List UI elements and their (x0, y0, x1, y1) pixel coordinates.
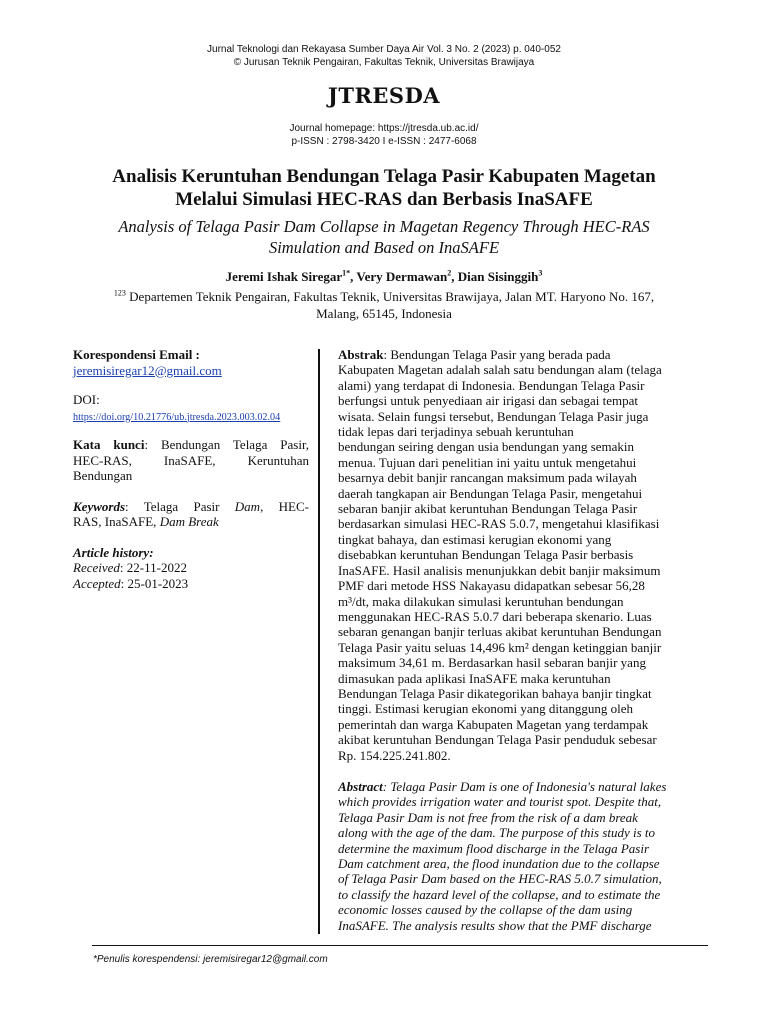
accepted-date: : 25-01-2023 (120, 575, 189, 591)
abstract-line: menggunakan HEC-RAS 5.0.7 dari beberapa skenario. Luas (338, 608, 652, 624)
kata-kunci-text: Bendungan (73, 468, 133, 483)
abstract-line: sebaran genangan banjir terluas akibat keruntuhan Bendungan (338, 624, 662, 640)
abstract-line: berdasarkan simulasi HEC-RAS 5.0.7, mengetahui klasifikasi (338, 516, 660, 532)
affiliation-sup: 123 (113, 288, 126, 298)
abstract-line: tinggi. Estimasi kerugian ekonomi yang ditanggung oleh (338, 701, 633, 717)
abstract-line: which provides irrigation water and tourist spot. Despite that, (338, 794, 662, 810)
correspondence-label: Korespondensi Email : (73, 347, 200, 362)
abstract-line: PMF dari metode HSS Nakayasu didapatkan sebesar 56,28 (338, 578, 645, 594)
abstract-line: alami) yang terdapat di Indonesia. Bendungan Telaga Pasir (338, 377, 645, 393)
kata-kunci-text: : Bendungan Telaga Pasir, (144, 437, 310, 452)
keywords-text: Dam Break (159, 514, 219, 529)
correspondence-email-link[interactable]: jeremisiregar12@gmail.com (73, 362, 222, 378)
abstract-line: pemerintah dan warga Kabupaten Magetan yang terdampak (338, 716, 649, 732)
corresponding-author-footnote: *Penulis korespendensi: jeremisiregar12@gmail.com (93, 954, 328, 965)
keywords-text: RAS, InaSAFE, (73, 514, 160, 529)
paper-subtitle (40, 216, 728, 258)
abstract-line: menua. Tujuan dari penelitian ini yaitu untuk mengetahui (338, 454, 637, 470)
abstract-english-block (338, 779, 680, 933)
author-sup: 1* (342, 268, 351, 278)
issn-line: p-ISSN : 2798-3420 I e-ISSN : 2477-6068 (291, 136, 477, 147)
abstract-line: Telaga Pasir yaitu seluas 14,496 km² dengan ketinggian banjir (338, 639, 662, 655)
affiliation (70, 288, 698, 322)
author-list (40, 269, 728, 285)
abstract-line: Telaga Pasir Dam is not free from the risk of a dam break (338, 809, 638, 825)
author-name: Very Dermawan (356, 269, 448, 284)
journal-homepage[interactable]: Journal homepage: https://jtresda.ub.ac.id/ (289, 123, 479, 134)
paper-title (40, 165, 728, 211)
abstract-line: m³/dt, maka dilakukan simulasi keruntuhan bendungan (338, 593, 624, 609)
kata-kunci-label: Kata kunci (73, 437, 145, 452)
abstract-label: Abstract (338, 779, 383, 794)
article-history-label: Article history: (73, 544, 154, 560)
keywords-text: : Telaga Pasir (125, 498, 235, 514)
author-name: Jeremi Ishak Siregar (225, 269, 343, 284)
abstract-line: Abstract: Telaga Pasir Dam is one of Indonesia's natural lakes (338, 779, 667, 794)
affiliation-line: Departemen Teknik Pengairan, Fakultas Teknik, Universitas Brawijaya, Jalan MT. Haryono No. 167, (125, 289, 655, 304)
author-name: Dian Sisinggih (457, 269, 539, 284)
abstract-line: Bendungan Telaga Pasir dikategorikan bahaya banjir tingkat (338, 685, 652, 701)
doi-label: DOI: (73, 392, 100, 407)
journal-logo: JTRESDA (327, 83, 441, 108)
author-separator: , (451, 269, 458, 284)
author-separator: , (350, 269, 357, 284)
paper-subtitle-line: Simulation and Based on InaSAFE (268, 238, 500, 257)
abstract-line: berfungsi untuk penyediaan air irigasi dan sebagai tempat (338, 393, 638, 409)
column-divider (318, 349, 320, 934)
paper-title-line: Melalui Simulasi HEC-RAS dan Berbasis InaSAFE (175, 189, 593, 210)
affiliation-line: Malang, 65145, Indonesia (316, 306, 452, 321)
abstract-line: Abstrak: Bendungan Telaga Pasir yang berada pada (338, 347, 611, 362)
keywords-text: , HEC- (260, 498, 309, 514)
abstract-line: sebaran banjir akibat keruntuhan Bendungan Telaga Pasir (338, 501, 638, 517)
abstract-line: along with the age of the dam. The purpose of this study is to (338, 825, 656, 841)
abstract-line: maksimum 34,61 m. Berdasarkan hasil sebaran banjir yang (338, 655, 646, 671)
keywords-text: Dam (234, 498, 261, 514)
abstract-line: tidak lepas dari terjadinya sebuah keruntuhan (338, 424, 574, 440)
journal-info-line: Jurnal Teknologi dan Rekayasa Sumber Daya Air Vol. 3 No. 2 (2023) p. 040-052 (207, 44, 561, 55)
abstract-label: Abstrak (338, 347, 384, 362)
abstract-line: of Telaga Pasir Dam based on the HEC-RAS 5.0.7 simulation, (338, 871, 662, 887)
footnote-rule (92, 945, 708, 946)
abstract-line: Rp. 154.225.241.802. (338, 747, 451, 763)
abstract-line: determine the maximum flood discharge in the Telaga Pasir (338, 840, 650, 856)
abstract-line: bendungan seiring dengan usia bendungan yang semakin (338, 439, 635, 455)
abstract-line: InaSAFE. The analysis results show that the PMF discharge (338, 917, 652, 933)
copyright-line: © Jurusan Teknik Pengairan, Fakultas Teknik, Universitas Brawijaya (233, 57, 535, 68)
accepted-label: Accepted (73, 575, 121, 591)
abstract-line: akibat keruntuhan Bendungan Telaga Pasir penduduk sebesar (338, 732, 657, 748)
paper-subtitle-line: Analysis of Telaga Pasir Dam Collapse in Magetan Regency Through HEC-RAS (118, 217, 650, 236)
abstract-line: wisata. Selain fungsi tersebut, Bendungan Telaga Pasir juga (338, 408, 649, 424)
received-label: Received (73, 560, 120, 575)
abstract-line: daerah tangkapan air Bendungan Telaga Pasir, mengetahui (338, 485, 643, 501)
abstract-line: dimasukan pada aplikasi InaSAFE maka keruntuhan (338, 670, 611, 686)
abstract-line: to classify the hazard level of the collapse, and to estimate the (338, 886, 661, 902)
keywords-label: Keywords (73, 498, 125, 514)
author-sup: 2 (447, 268, 452, 278)
abstrak-block (338, 347, 680, 763)
abstract-line: tingkat bahaya, dan estimasi kerugian ekonomi yang (338, 531, 612, 547)
abstract-line: disebabkan keruntuhan Bendungan Telaga Pasir berbasis (338, 547, 634, 563)
abstract-line: economic losses caused by the collapse of the dam using (338, 902, 633, 918)
abstract-line: InaSAFE. Hasil analisis menunjukkan debit banjir maksimum (338, 562, 661, 578)
article-sidebar (73, 347, 309, 591)
received-date: : 22-11-2022 (119, 560, 187, 575)
paper-title-line: Analisis Keruntuhan Bendungan Telaga Pasir Kabupaten Magetan (112, 166, 656, 187)
abstract-line: Kabupaten Magetan adalah salah satu bendungan alam (telaga (338, 362, 662, 378)
doi-link[interactable]: https://doi.org/10.21776/ub.jtresda.2023.003.02.04 (73, 411, 281, 423)
author-sup: 3 (538, 268, 543, 278)
abstract-line: Dam catchment area, the flood inundation due to the collapse (338, 856, 660, 872)
abstract-line: besarnya debit banjir rancangan maksimum pada wilayah (338, 470, 637, 486)
kata-kunci-text: HEC-RAS, InaSAFE, Keruntuhan (73, 452, 309, 468)
